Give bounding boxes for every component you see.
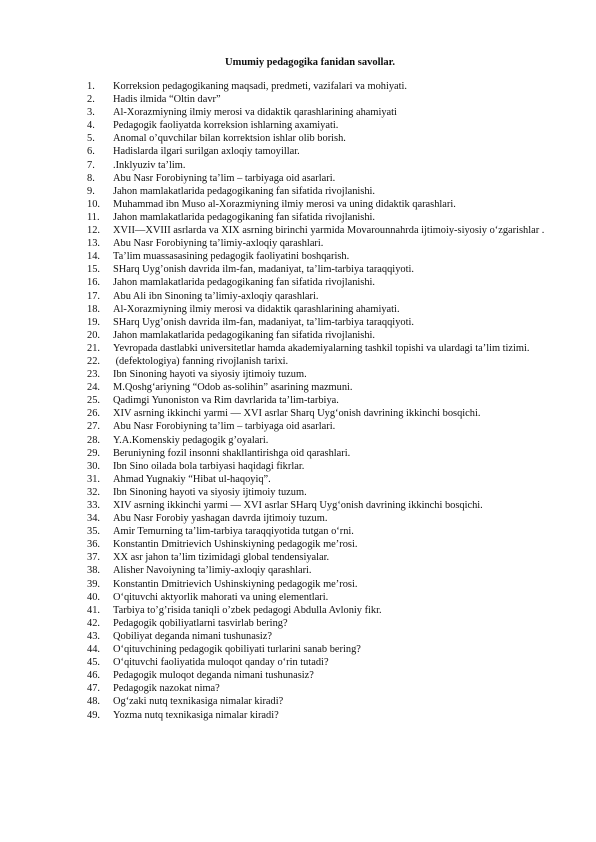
item-text: Ibn Sino oilada bola tarbiyasi haqidagi fikrlar. [113, 460, 305, 472]
item-text: Og‘zaki nutq texnikasiga nimalar kiradi? [113, 696, 284, 708]
item-number: 19. [87, 316, 100, 328]
item-text: Pedagogik faoliyatda korreksion ishlarning axamiyati. [113, 120, 339, 132]
list-item [87, 630, 557, 643]
list-item [87, 591, 557, 604]
item-text: Pedagogik muloqot deganda nimani tushunasiz? [113, 670, 314, 682]
item-number: 15. [87, 264, 100, 276]
item-number: 37. [87, 552, 100, 564]
item-text: XIV asrning ikkinchi yarmi — XVI asrlar Sharq Uyg‘onish davrining ikkinchi bosqichi. [113, 408, 481, 420]
list-item [87, 93, 557, 106]
item-number: 44. [87, 644, 100, 656]
item-number: 25. [87, 395, 100, 407]
list-item [87, 486, 557, 499]
item-text: Abu Nasr Forobiyning ta’limiy-axloqiy qarashlari. [113, 238, 324, 250]
list-item [87, 434, 557, 447]
item-text: Abu Nasr Forobiyning ta’lim – tarbiyaga oid asarlari. [113, 421, 336, 433]
list-item [87, 656, 557, 669]
list-item [87, 420, 557, 433]
list-item [87, 447, 557, 460]
list-item [87, 276, 557, 289]
item-number: 34. [87, 513, 100, 525]
list-item [87, 394, 557, 407]
list-item [87, 106, 557, 119]
list-item [87, 604, 557, 617]
item-number: 45. [87, 657, 100, 669]
list-item [87, 551, 557, 564]
list-item [87, 355, 557, 368]
item-number: 33. [87, 500, 100, 511]
item-text: Qobiliyat deganda nimani tushunasiz? [113, 630, 272, 642]
item-text: Yevropada dastlabki universitetlar hamda akademiyalarning tashkil topishi va ulardagi ta’lim tizimi. [113, 342, 530, 354]
item-text: Muhammad ibn Muso al-Xorazmiyning ilmiy merosi va uning didaktik qarashlari. [113, 198, 456, 210]
list-item [87, 172, 557, 185]
item-text: Abu Nasr Forobiyning ta’lim – tarbiyaga oid asarlari. [113, 172, 336, 184]
item-text: Pedagogik nazokat nima? [113, 683, 220, 695]
item-text: Anomal o’quvchilar bilan korrektsion ishlar olib borish. [113, 133, 346, 145]
item-number: 2. [87, 94, 95, 106]
item-text: Jahon mamlakatlarida pedagogikaning fan sifatida rivojlanishi. [113, 329, 375, 341]
item-number: 22. [87, 355, 100, 367]
item-number: 23. [87, 369, 100, 381]
list-item [87, 237, 557, 250]
item-number: 17. [87, 290, 100, 302]
item-number: 48. [87, 696, 100, 708]
item-number: 24. [87, 382, 100, 394]
item-number: 20. [87, 329, 100, 341]
item-number: 21. [87, 342, 100, 354]
item-text: Tarbiya to’g’risida taniqli o’zbek pedagogi Abdulla Avloniy fikr. [113, 604, 382, 616]
item-text: Hadislarda ilgari surilgan axloqiy tamoyillar. [113, 146, 300, 158]
item-text: O‘qituvchining pedagogik qobiliyati turlarini sanab bering? [113, 644, 361, 656]
item-text: Jahon mamlakatlarida pedagogikaning fan sifatida rivojlanishi. [113, 277, 375, 289]
item-text: Ibn Sinoning hayoti va siyosiy ijtimoiy tuzum. [113, 369, 307, 381]
item-text: .Inklyuziv ta’lim. [113, 159, 186, 171]
list-item [87, 198, 557, 211]
item-number: 10. [87, 198, 100, 210]
item-number: 27. [87, 421, 100, 433]
list-item [87, 119, 557, 132]
item-number: 43. [87, 630, 100, 642]
item-number: 46. [87, 670, 100, 682]
item-number: 39. [87, 578, 100, 590]
item-text: SHarq Uyg’onish davrida ilm-fan, madaniyat, ta’lim-tarbiya taraqqiyoti. [113, 264, 414, 276]
list-item [87, 538, 557, 551]
item-number: 1. [87, 81, 95, 92]
item-number: 29. [87, 447, 100, 459]
list-item [87, 224, 557, 237]
item-number: 11. [87, 211, 100, 223]
list-item [87, 211, 557, 224]
item-text: XVII—XVIII asrlarda va XIX asrning birinchi yarmida Movarounnahrda ijtimoiy-siyosiy o‘zgarishlar . [113, 225, 545, 237]
item-text: Jahon mamlakatlarida pedagogikaning fan sifatida rivojlanishi. [113, 185, 375, 197]
item-text: Al-Xorazmiyning ilmiy merosi va didaktik qarashlarining ahamiyati [113, 107, 397, 119]
item-number: 14. [87, 251, 100, 263]
item-number: 40. [87, 591, 100, 603]
question-list [87, 80, 557, 722]
item-number: 36. [87, 539, 100, 551]
item-text: Alisher Navoiyning ta’limiy-axloqiy qarashlari. [113, 565, 312, 577]
item-number: 41. [87, 604, 100, 616]
item-number: 49. [87, 709, 100, 721]
list-item [87, 132, 557, 145]
list-item [87, 525, 557, 538]
item-text: Ibn Sinoning hayoti va siyosiy ijtimoiy tuzum. [113, 486, 307, 498]
list-item [87, 368, 557, 381]
list-item [87, 250, 557, 263]
list-item [87, 407, 557, 420]
list-item [87, 643, 557, 656]
list-item [87, 263, 557, 276]
item-text: Pedagogik qobiliyatlarni tasvirlab bering? [113, 617, 288, 629]
list-item [87, 329, 557, 342]
item-text: Korreksion pedagogikaning maqsadi, predmeti, vazifalari va mohiyati. [113, 81, 408, 92]
list-item [87, 564, 557, 577]
list-item [87, 709, 557, 722]
list-item [87, 682, 557, 695]
item-text: Al-Xorazmiyning ilmiy merosi va didaktik qarashlarining ahamiyati. [113, 303, 400, 315]
item-number: 13. [87, 238, 100, 250]
item-number: 5. [87, 133, 95, 145]
item-number: 12. [87, 225, 100, 237]
item-text: XIV asrning ikkinchi yarmi — XVI asrlar SHarq Uyg‘onish davrining ikkinchi bosqichi. [113, 500, 483, 511]
item-number: 38. [87, 565, 100, 577]
item-number: 6. [87, 146, 95, 158]
list-item [87, 80, 557, 93]
list-item [87, 473, 557, 486]
list-item [87, 499, 557, 512]
item-number: 3. [87, 107, 95, 119]
list-item [87, 381, 557, 394]
item-text: Ta’lim muassasasining pedagogik faoliyatini boshqarish. [113, 251, 350, 263]
item-text: Hadis ilmida “Oltin davr” [113, 94, 221, 106]
list-item [87, 145, 557, 158]
list-item [87, 159, 557, 172]
item-text: O‘qituvchi faoliyatida muloqot qanday o‘rin tutadi? [113, 657, 329, 669]
item-text: Y.A.Komenskiy pedagogik g’oyalari. [113, 434, 269, 446]
list-item [87, 512, 557, 525]
list-item [87, 303, 557, 316]
item-text: Konstantin Dmitrievich Ushinskiyning pedagogik me’rosi. [113, 578, 358, 590]
item-text: Jahon mamlakatlarida pedagogikaning fan sifatida rivojlanishi. [113, 211, 375, 223]
item-text: Beruniyning fozil insonni shakllantirishga oid qarashlari. [113, 447, 351, 459]
list-item [87, 669, 557, 682]
list-item [87, 185, 557, 198]
item-number: 8. [87, 172, 95, 184]
list-item [87, 342, 557, 355]
list-item [87, 617, 557, 630]
item-number: 7. [87, 159, 95, 171]
item-text: XX asr jahon ta’lim tizimidagi global tendensiyalar. [113, 552, 330, 564]
list-item [87, 290, 557, 303]
item-number: 16. [87, 277, 100, 289]
item-number: 31. [87, 473, 100, 485]
item-number: 9. [87, 185, 95, 197]
item-number: 4. [87, 120, 95, 132]
item-text: Qadimgi Yunoniston va Rim davrlarida ta’lim-tarbiya. [113, 395, 339, 407]
page-title: Umumiy pedagogika fanidan savollar. [225, 57, 395, 68]
item-text: Yozma nutq texnikasiga nimalar kiradi? [113, 709, 279, 721]
item-text: Abu Ali ibn Sinoning ta’limiy-axloqiy qarashlari. [113, 290, 319, 302]
item-number: 26. [87, 408, 100, 420]
item-text: Abu Nasr Forobiy yashagan davrda ijtimoiy tuzum. [113, 513, 328, 525]
item-number: 35. [87, 526, 100, 538]
item-number: 28. [87, 434, 100, 446]
item-number: 42. [87, 617, 100, 629]
item-text: SHarq Uyg’onish davrida ilm-fan, madaniyat, ta’lim-tarbiya taraqqiyoti. [113, 316, 414, 328]
item-text: O‘qituvchi aktyorlik mahorati va uning elementlari. [113, 591, 329, 603]
list-item [87, 695, 557, 708]
item-number: 30. [87, 460, 100, 472]
item-number: 18. [87, 303, 100, 315]
list-item [87, 460, 557, 473]
item-text: Amir Temurning ta’lim-tarbiya taraqqiyotida tutgan o‘rni. [113, 526, 354, 538]
item-text: (defektologiya) fanning rivojlanish tarixi. [113, 355, 289, 367]
item-text: Ahmad Yugnakiy “Hibat ul-haqoyiq”. [113, 473, 271, 485]
item-number: 47. [87, 683, 100, 695]
item-number: 32. [87, 486, 100, 498]
item-text: Konstantin Dmitrievich Ushinskiyning pedagogik me’rosi. [113, 539, 358, 551]
list-item [87, 316, 557, 329]
item-text: M.Qoshg‘ariyning “Odob as-solihin” asarining mazmuni. [113, 382, 353, 394]
list-item [87, 578, 557, 591]
